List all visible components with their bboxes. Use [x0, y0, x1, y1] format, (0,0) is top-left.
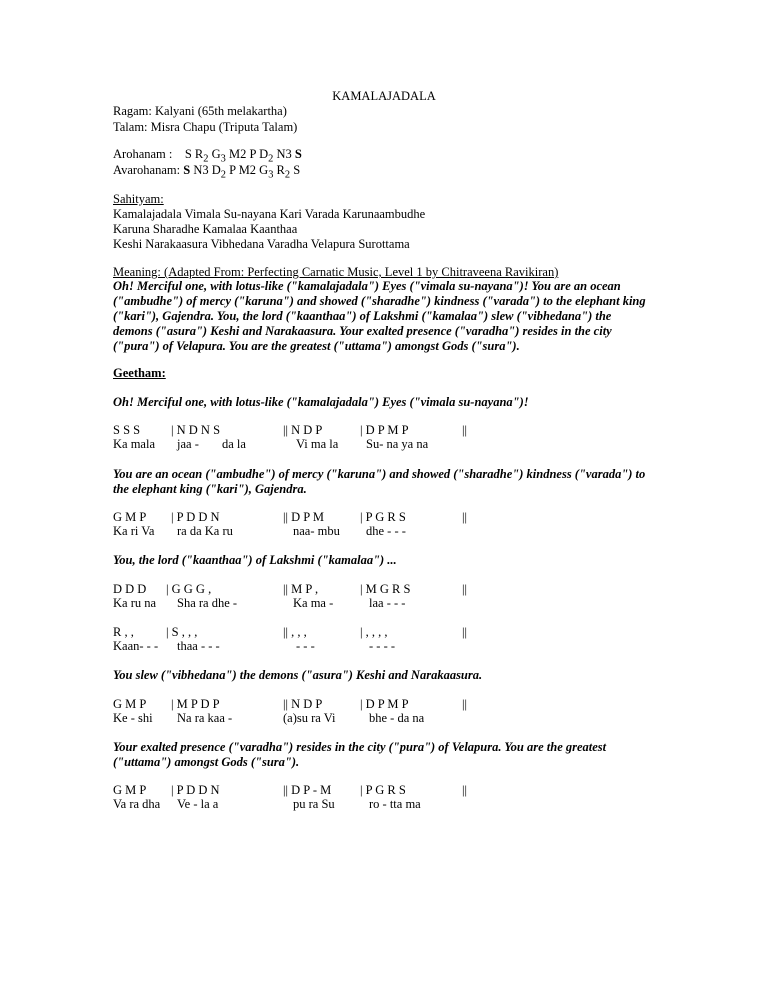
avarohanam-part: P M2 G — [225, 163, 269, 177]
avarohanam-sub: 2 — [220, 169, 226, 181]
lyric-cell: Ka ri Va — [113, 524, 155, 538]
swara-cell: || — [462, 510, 468, 524]
arohanam-part: S — [294, 147, 302, 161]
lyric-cell: Ke - shi — [113, 711, 153, 725]
lyric-row — [113, 437, 673, 452]
lyric-cell: (a)su ra Vi — [283, 711, 336, 725]
swara-cell: | P D D N — [171, 510, 220, 524]
swara-row — [113, 783, 673, 798]
section-caption: ("uttama") amongst Gods ("sura"). — [113, 755, 300, 769]
lyric-cell: jaa - — [177, 437, 199, 451]
swara-cell: || — [462, 423, 468, 437]
arohanam-part: N3 — [273, 147, 295, 161]
arohanam-label: Arohanam : — [113, 147, 173, 161]
page-title: KAMALAJADALA — [332, 89, 436, 103]
swara-cell: | G G G , — [166, 582, 212, 596]
swara-cell: | D P M P — [360, 423, 409, 437]
swara-cell: G M P — [113, 697, 147, 711]
sahityam-line: Karuna Sharadhe Kamalaa Kaanthaa — [113, 222, 298, 236]
arohanam-part: G — [208, 147, 221, 161]
arohanam-sub: 3 — [220, 153, 226, 165]
lyric-cell: Ve - la a — [177, 797, 219, 811]
swara-cell: || — [462, 625, 468, 639]
lyric-cell: Va ra dha — [113, 797, 161, 811]
lyric-cell: Ka mala — [113, 437, 155, 451]
lyric-row — [113, 524, 673, 539]
lyric-cell: - - - - — [369, 639, 396, 653]
lyric-cell: Vi ma la — [296, 437, 339, 451]
lyric-cell: Sha ra dhe - — [177, 596, 238, 610]
ragam-line: Ragam: Kalyani (65th melakartha) — [113, 104, 287, 118]
swara-cell: G M P — [113, 510, 147, 524]
section-caption: You slew ("vibhedana") the demons ("asura") Keshi and Narakaasura. — [113, 668, 483, 682]
lyric-cell: dhe - - - — [366, 524, 406, 538]
arohanam-sub: 2 — [203, 153, 209, 165]
swara-cell: | M G R S — [360, 582, 411, 596]
avarohanam-part: N3 D — [190, 163, 221, 177]
sahityam-line: Kamalajadala Vimala Su-nayana Kari Varada Karunaambudhe — [113, 207, 426, 221]
meaning-line: Oh! Merciful one, with lotus-like ("kamalajadala") Eyes ("vimala su-nayana")! You are an ocean — [113, 279, 621, 293]
swara-cell: || , , , — [283, 625, 307, 639]
arohanam-part: M2 P D — [225, 147, 269, 161]
avarohanam-part: R — [273, 163, 285, 177]
geetham-heading: Geetham: — [113, 366, 166, 380]
lyric-cell: bhe - da na — [369, 711, 425, 725]
swara-row — [113, 697, 673, 712]
avarohanam-part: S — [183, 163, 191, 177]
swara-cell: || — [462, 783, 468, 797]
swara-cell: | M P D P — [171, 697, 220, 711]
section-caption: You, the lord ("kaanthaa") of Lakshmi ("kamalaa") ... — [113, 553, 397, 567]
swara-cell: R , , — [113, 625, 134, 639]
lyric-cell: naa- mbu — [293, 524, 340, 538]
sahityam-line: Keshi Narakaasura Vibhedana Varadha Velapura Surottama — [113, 237, 410, 251]
meaning-line: ("kari"), Gajendra. You, the lord ("kaanthaa") of Lakshmi ("kamalaa") slew ("vibhedana") the — [113, 309, 612, 323]
swara-row — [113, 582, 673, 597]
lyric-cell: da la — [222, 437, 246, 451]
section-caption: Oh! Merciful one, with lotus-like ("kamalajadala") Eyes ("vimala su-nayana")! — [113, 395, 529, 409]
lyric-cell: pu ra Su — [293, 797, 335, 811]
swara-cell: || N D P — [283, 697, 323, 711]
swara-cell: || — [462, 582, 468, 596]
lyric-cell: laa - - - — [369, 596, 406, 610]
lyric-row — [113, 711, 673, 726]
swara-cell: G M P — [113, 783, 147, 797]
lyric-cell: Su- na ya na — [366, 437, 429, 451]
swara-row — [113, 625, 673, 640]
lyric-cell: Ka ma - — [293, 596, 334, 610]
talam-line: Talam: Misra Chapu (Triputa Talam) — [113, 120, 298, 134]
lyric-cell: Ka ru na — [113, 596, 157, 610]
section-caption: Your exalted presence ("varadha") resides in the city ("pura") of Velapura. You are the greatest — [113, 740, 607, 754]
avarohanam-sub: 3 — [268, 169, 274, 181]
swara-cell: S S S — [113, 423, 141, 437]
lyric-row — [113, 639, 673, 654]
lyric-cell: ra da Ka ru — [177, 524, 233, 538]
lyric-cell: Na ra kaa - — [177, 711, 233, 725]
swara-cell: | S , , , — [166, 625, 198, 639]
section-caption: the elephant king ("kari"), Gajendra. — [113, 482, 307, 496]
swara-cell: | D P M P — [360, 697, 409, 711]
avarohanam-part: S — [290, 163, 301, 177]
swara-cell: || — [462, 697, 468, 711]
swara-cell: D D D — [113, 582, 147, 596]
swara-row — [113, 423, 673, 438]
lyric-cell: ro - tta ma — [369, 797, 421, 811]
swara-cell: || D P M — [283, 510, 325, 524]
lyric-cell: - - - — [296, 639, 315, 653]
swara-cell: | , , , , — [360, 625, 388, 639]
sahityam-heading: Sahityam: — [113, 192, 164, 206]
swara-row — [113, 510, 673, 525]
swara-cell: || N D P — [283, 423, 323, 437]
meaning-line: demons ("asura") Keshi and Narakaasura. Your exalted presence ("varadha") resides in the city — [113, 324, 612, 338]
avarohanam-sub: 2 — [284, 169, 291, 181]
arohanam-sub: 2 — [268, 153, 274, 165]
avarohanam-line — [113, 163, 300, 183]
swara-cell: | N D N S — [171, 423, 221, 437]
swara-cell: || M P , — [283, 582, 319, 596]
meaning-line: ("pura") of Velapura. You are the greatest ("uttama") amongst Gods ("sura"). — [113, 339, 520, 353]
arohanam-part: S R — [184, 147, 204, 161]
lyric-row — [113, 797, 673, 812]
meaning-heading: Meaning: (Adapted From: Perfecting Carnatic Music, Level 1 by Chitraveena Ravikiran) — [113, 265, 559, 279]
swara-cell: | P D D N — [171, 783, 220, 797]
meaning-line: ("ambudhe") of mercy ("karuna") and showed ("sharadhe") kindness ("varada") to the elephant king — [113, 294, 646, 308]
swara-cell: | P G R S — [360, 783, 406, 797]
avarohanam-label: Avarohanam: — [113, 163, 184, 177]
swara-cell: || D P - M — [283, 783, 332, 797]
lyric-row — [113, 596, 673, 611]
section-caption: You are an ocean ("ambudhe") of mercy ("karuna") and showed ("sharadhe") kindness ("varada") to — [113, 467, 646, 481]
lyric-cell: Kaan- - - — [113, 639, 159, 653]
swara-cell: | P G R S — [360, 510, 406, 524]
lyric-cell: thaa - - - — [177, 639, 220, 653]
